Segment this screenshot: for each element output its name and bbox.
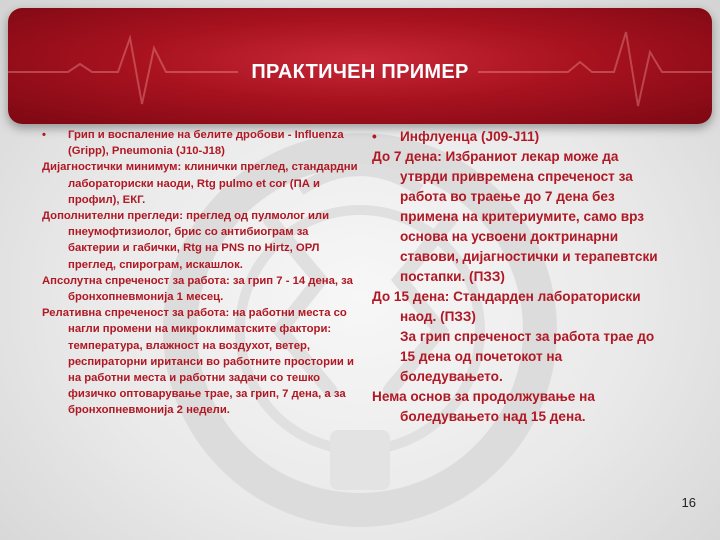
paragraph-text: Грип и воспаление на белите дробови - Influenza (Gripp), Pneumonia (J10-J18) — [68, 129, 344, 158]
right-paragraph-no-extension: Нема основ за продолжување на боледувањето над 15 дена. — [372, 389, 595, 424]
title-banner — [8, 8, 712, 124]
right-paragraph-up-to-7-days: До 7 дена: Избраниот лекар може да утврди привремена спреченост за работа во траење до 7 дена без примена на критериумите, само врз основа на усвоени доктринарни ставови, дијагностички и терапевтски постапки. (ПЗЗ) — [372, 149, 658, 284]
right-column — [372, 127, 666, 427]
left-paragraph-relative-incapacity: Релативна спреченост за работа: на работни места со нагли промени на микроклиматските фактори: температура, влажност на воздухот, ветер, респираторни иританси во работните простории и на работни места и работни задачи со тешко физичко оптоварување трае, за грип, 7 дена, а за бронхопневмонија 2 недели. — [42, 307, 354, 417]
left-paragraph-absolute-incapacity: Апсолутна спреченост за работа: за грип 7 - 14 дена, за бронхопневмонија 1 месец. — [42, 274, 353, 304]
page-title: ПРАКТИЧЕН ПРИМЕР — [251, 61, 469, 83]
right-paragraph-up-to-15-days: До 15 дена: Стандарден лабораториски наод. (ПЗЗ) — [372, 289, 641, 324]
left-column — [42, 127, 360, 419]
right-paragraph-influenza-code — [372, 127, 666, 147]
bullet-icon: • — [372, 129, 377, 144]
bullet-icon: • — [42, 129, 46, 141]
paragraph-text: Инфлуенца (J09-J11) — [400, 129, 540, 144]
left-paragraph-diagnostic-minimum: Дијагностички минимум: клинички преглед, стандардни лабораториски наоди, Rtg pulmo et cor (ПА и профил), ЕКГ. — [42, 161, 358, 206]
left-paragraph-additional-exams: Дополнителни прегледи: преглед од пулмолог или пнеумофтизиолог, брис со антибиограм за бактерии и габички, Rtg на PNS по Hirtz, ОРЛ преглед, спирограм, искашлок. — [42, 210, 330, 271]
right-paragraph-flu-duration: За грип спреченост за работа трае до 15 дена од почетокот на боледувањето. — [400, 329, 655, 384]
left-paragraph-influenza-diagnosis — [42, 127, 360, 159]
page-number: 16 — [681, 495, 696, 510]
